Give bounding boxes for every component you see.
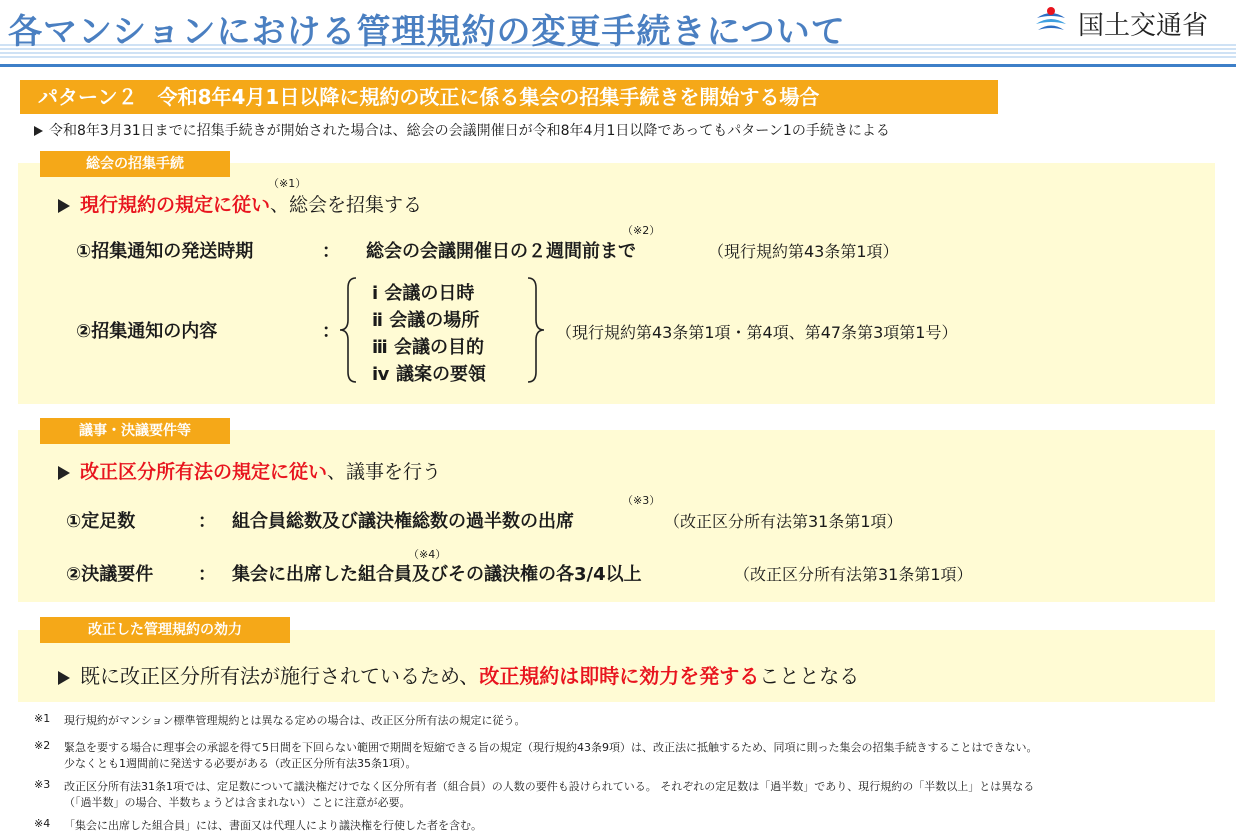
resolution-lead — [58, 457, 441, 484]
notice-content-colon: ： — [322, 321, 340, 342]
quorum-colon: ： — [198, 511, 216, 532]
triangle-bullet-icon — [58, 466, 70, 480]
left-brace-icon — [338, 276, 360, 384]
convocation-lead-red: 現行規約の規定に従い — [80, 194, 271, 216]
footnote-mark-1: （※1） — [268, 177, 307, 190]
resolution-req-label: ②決議要件 — [66, 564, 154, 585]
footnote-1-mark: ※1 — [34, 712, 51, 725]
notice-timing-ref: （現行規約第43条第1項） — [708, 242, 899, 261]
quorum-value: 組合員総数及び議決権総数の過半数の出席 — [232, 511, 574, 532]
resolution-req-ref: （改正区分所有法第31条第1項） — [734, 565, 973, 584]
tab-resolution: 議事・決議要件等 — [40, 418, 230, 444]
notice-content-item: ⅲ 会議の目的 — [372, 337, 484, 358]
pattern-note-text: 令和8年3月31日までに招集手続きが開始された場合は、総会の会議開催日が令和8年4月1日以降であってもパターン1の手続きによる — [49, 123, 890, 139]
convocation-lead-rest: 、総会を招集する — [270, 194, 423, 216]
effect-statement — [58, 660, 859, 689]
footnote-4-mark: ※4 — [34, 817, 51, 830]
pattern-banner: パターン２ 令和8年4月1日以降に規約の改正に係る集会の招集手続きを開始する場合 — [20, 80, 998, 114]
ministry-logo — [1034, 2, 1234, 42]
triangle-bullet-icon — [34, 126, 43, 136]
notice-content-item: ⅳ 議案の要領 — [372, 364, 486, 385]
tab-effect: 改正した管理規約の効力 — [40, 617, 290, 643]
effect-pre: 既に改正区分所有法が施行されているため、 — [80, 664, 480, 688]
triangle-bullet-icon — [58, 199, 70, 213]
tab-convocation: 総会の招集手続 — [40, 151, 230, 177]
notice-content-label: ②招集通知の内容 — [76, 321, 218, 342]
convocation-lead — [58, 190, 422, 217]
notice-content-item: ⅰ 会議の日時 — [372, 283, 475, 304]
notice-timing-colon: ： — [322, 241, 340, 262]
logo-label: 国土交通省 — [1078, 11, 1209, 41]
footnote-2-mark: ※2 — [34, 739, 51, 752]
resolution-lead-rest: 、議事を行う — [327, 461, 442, 483]
notice-timing-value: 総会の会議開催日の２週間前まで — [366, 241, 636, 262]
notice-timing-label: ①招集通知の発送時期 — [76, 241, 254, 262]
footnote-2-text: 緊急を要する場合に理事会の承認を得て5日間を下回らない範囲で期間を短縮できる旨の規定（現行規約43条9項）は、改正法に抵触するため、同項に則った集会の招集手続きすることはできない。 — [64, 741, 1038, 754]
effect-post: こととなる — [759, 664, 860, 688]
title-bar — [0, 0, 1236, 58]
triangle-bullet-icon — [58, 671, 70, 685]
footnote-4-text: 「集会に出席した組合員」には、書面又は代理人により議決権を行使した者を含む。 — [64, 819, 482, 832]
footnote-mark-3: （※3） — [622, 494, 661, 507]
resolution-req-value: 集会に出席した組合員及びその議決権の各3/4以上 — [232, 564, 642, 585]
quorum-ref: （改正区分所有法第31条第1項） — [664, 512, 903, 531]
footnote-1-text: 現行規約がマンション標準管理規約とは異なる定めの場合は、改正区分所有法の規定に従う。 — [64, 714, 526, 727]
footnote-3-mark: ※3 — [34, 778, 51, 791]
footnote-mark-2: （※2） — [622, 224, 661, 237]
quorum-label: ①定足数 — [66, 511, 136, 532]
right-brace-icon — [524, 276, 546, 384]
mlit-logo-icon — [1034, 4, 1068, 38]
pattern-note — [34, 120, 890, 140]
footnote-3-text2: （「過半数」の場合、半数ちょうどは含まれない）ことに注意が必要。 — [64, 796, 411, 809]
resolution-lead-red: 改正区分所有法の規定に従い — [80, 461, 328, 483]
footnote-2-text2: 少なくとも1週間前に発送する必要がある（改正区分所有法35条1項）。 — [64, 757, 417, 770]
header-rule — [0, 64, 1236, 67]
footnote-3-text: 改正区分所有法31条1項では、定足数について議決権だけでなく区分所有者（組合員）の人数の要件も設けられている。 それぞれの定足数は「過半数」であり、現行規約の「半数以上」とは異なる — [64, 780, 1035, 793]
notice-content-ref: （現行規約第43条第1項・第4項、第47条第3項第1号） — [556, 323, 958, 342]
page-title: 各マンションにおける管理規約の変更手続きについて — [8, 12, 846, 52]
resolution-req-colon: ： — [198, 564, 216, 585]
footnote-mark-4: （※4） — [408, 548, 447, 561]
effect-red: 改正規約は即時に効力を発する — [479, 664, 760, 688]
notice-content-item: ⅱ 会議の場所 — [372, 310, 480, 331]
